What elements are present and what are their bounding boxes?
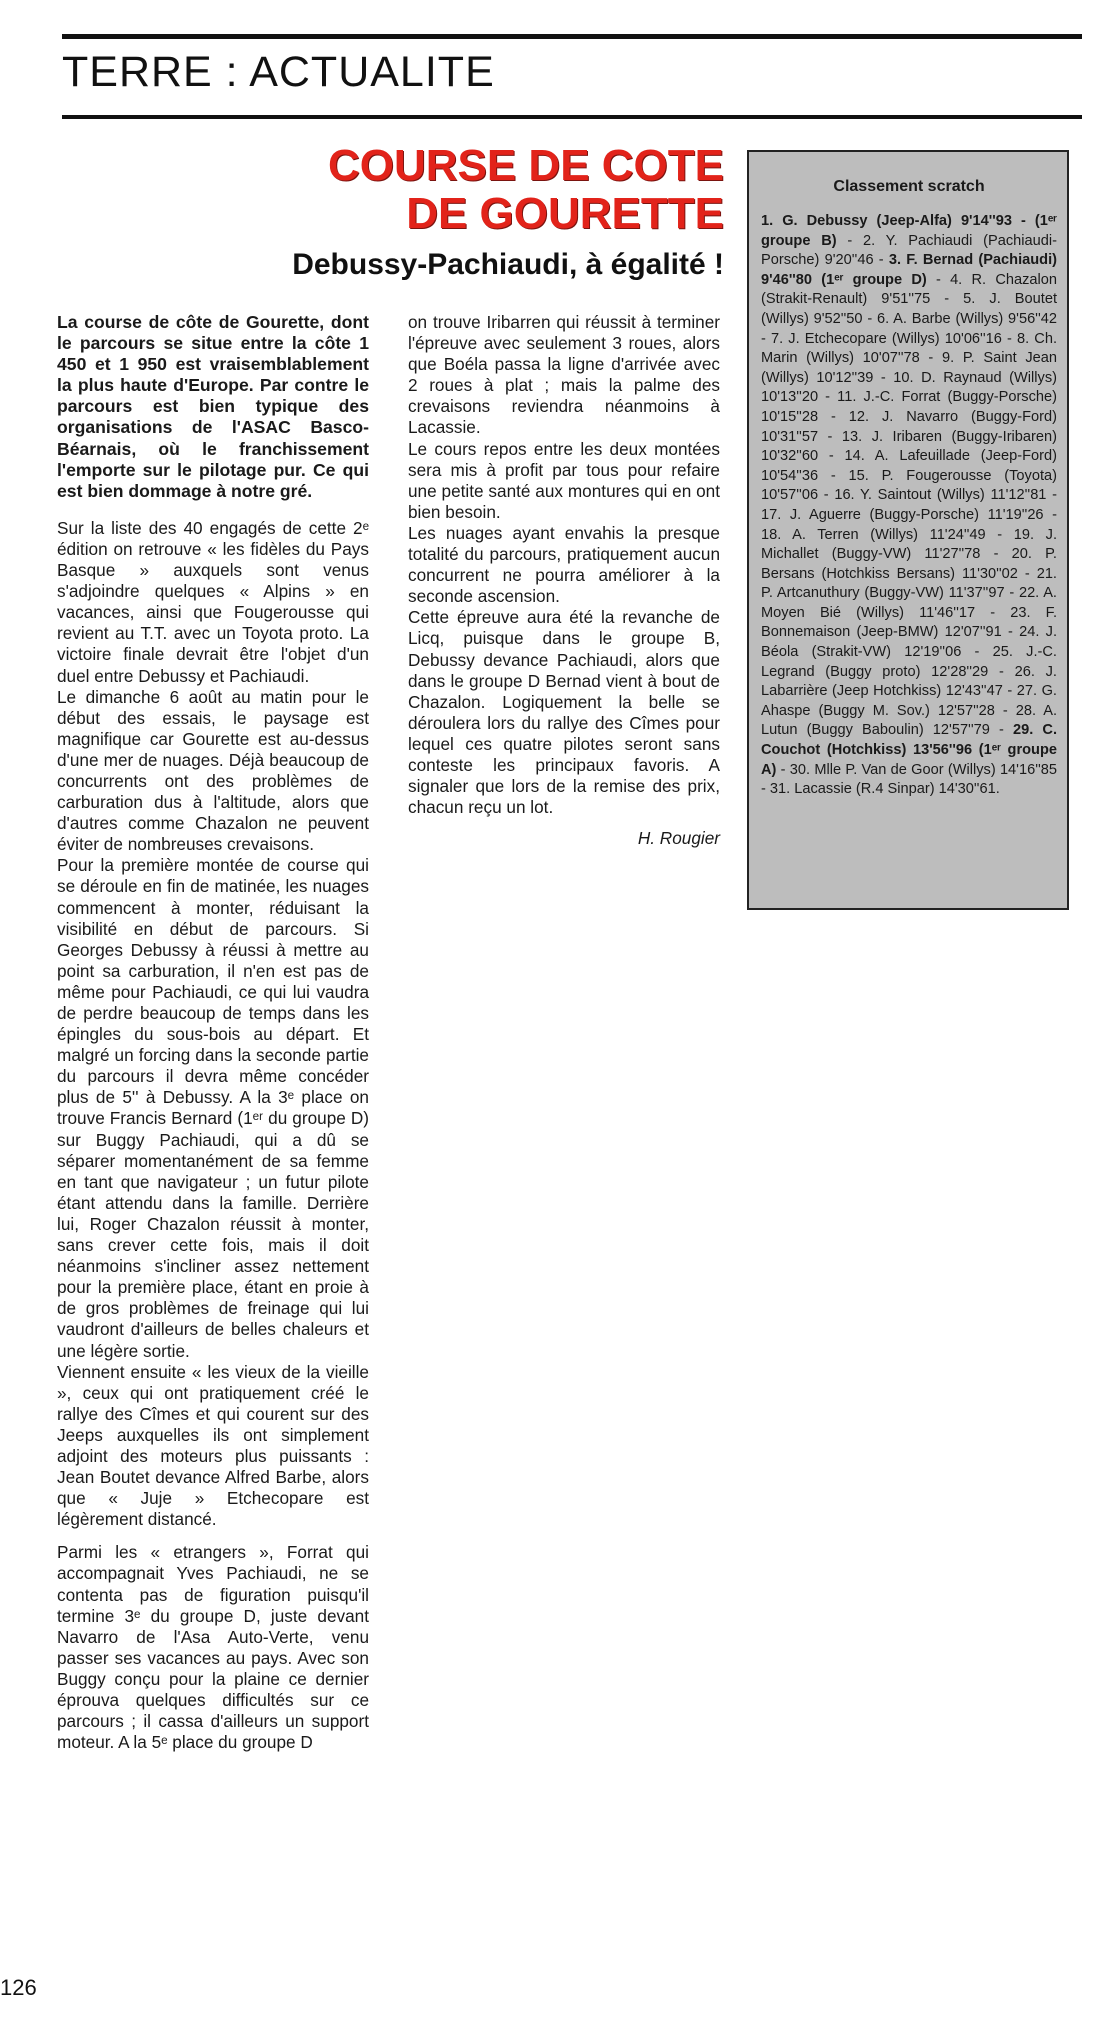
result-segment-bold: 3. F. Bernad (Pachiaudi) 9'46''80 (1ᵉʳ groupe D) bbox=[761, 252, 1057, 288]
result-segment: - 2. Y. Pachiaudi (Pachiaudi-Porsche) 9'20''46 - bbox=[761, 232, 1057, 269]
article-paragraph: Cette épreuve aura été la revanche de Licq, puisque dans le groupe B, Debussy devance Pachiaudi, alors que dans le groupe D Bernad vient à bout de Chazalon. Logiquement la belle se déroulera lors du rallye des Cîmes pour lequel ces quatre pilotes seront sans conteste les principaux favoris. A signaler que lors de la remise des prix, chacun reçu un lot. bbox=[408, 607, 720, 818]
header-rule-bottom bbox=[62, 115, 1082, 119]
result-segment-bold: 29. C. Couchot (Hotchkiss) 13'56''96 (1ᵉʳ groupe A) bbox=[761, 722, 1058, 778]
results-list bbox=[761, 212, 1057, 800]
article-author: H. Rougier bbox=[637, 828, 720, 849]
article-paragraph: on trouve Iribarren qui réussit à terminer l'épreuve avec seulement 3 roues, alors que Boéla passa la ligne d'arrivée avec 2 roues à plat ; mais la palme des crevaisons reviendra néanmoins à Lacassie. bbox=[408, 312, 720, 438]
article-paragraph: Sur la liste des 40 engagés de cette 2ᵉ édition on retrouve « les fidèles du Pays Basque » auxquels sont venus s'adjoindre quelques « Alpins » en vacances, ainsi que Fougerousse qui revient au T.T. avec un Toyota proto. La victoire finale devrait être l'objet d'un duel entre Debussy et Pachiaudi. bbox=[57, 517, 369, 686]
page-number: 126 bbox=[0, 1975, 37, 2000]
header-rule-top bbox=[62, 34, 1082, 39]
article-paragraph: Parmi les « etrangers », Forrat qui accompagnait Yves Pachiaudi, ne se contenta pas de figuration puisqu'il termine 3ᵉ du groupe D, juste devant Navarro de l'Asa Auto-Verte, venu passer ses vacances au pays. Avec son Buggy conçu pour la plaine ce dernier éprouva quelques difficultés sur ce parcours ; il cassa d'ailleurs un support moteur. A la 5ᵉ place du groupe D bbox=[57, 1542, 369, 1753]
article-paragraph: Pour la première montée de course qui se déroule en fin de matinée, les nuages commencent à monter, réduisant la visibilité en début de parcours. Si Georges Debussy à réussi à mettre au point sa carburation, il n'en est pas de même pour Pachiaudi, ce qui lui vaudra de perdre beaucoup de temps dans les épingles du sous-bois au départ. Et malgré un forcing dans la seconde partie du parcours il devra même concéder plus de 5'' à Debussy. A la 3ᵉ place on trouve Francis Bernard (1ᵉʳ du groupe D) sur Buggy Pachiaudi, qui a dû se séparer momentanément de sa femme en tant que navigateur ; un futur pilote étant attendu dans la famille. Derrière lui, Roger Chazalon réussit à monter, sans crever cette fois, mais il doit néanmoins s'incliner assez nettement pour la première place, étant en proie à de gros problèmes de freinage qui lui vaudront d'ailleurs de belles chaleurs et une légère sortie. bbox=[57, 855, 369, 1361]
article-column-2 bbox=[408, 312, 720, 849]
article-paragraph: Le dimanche 6 août au matin pour le début des essais, le paysage est magnifique car Gourette est au-dessus d'une mer de nuages. Déjà beaucoup de concurrents ont des problèmes de carburation dus à l'altitude, alors que d'autres comme Chazalon ne peuvent éviter de nombreuses crevaisons. bbox=[57, 686, 369, 855]
article-paragraph: Le cours repos entre les deux montées sera mis à profit par tous pour refaire une petite santé aux montures qui en ont bien besoin. bbox=[408, 438, 720, 522]
article-subheadline: Debussy-Pachiaudi, à égalité ! bbox=[292, 248, 724, 281]
article-column-1 bbox=[57, 312, 369, 1753]
article-headline bbox=[328, 142, 724, 238]
article-lead: La course de côte de Gourette, dont le parcours se situe entre la côte 1 450 et 1 950 est vraisemblablement la plus haute d'Europe. Par contre le parcours est bien typique des organisations de l'ASAC Basco-Béarnais, où le franchissement l'emporte sur le pilotage pur. Ce qui est bien dommage à notre gré. bbox=[57, 312, 369, 501]
results-title: Classement scratch bbox=[833, 178, 985, 195]
headline-line-2: DE GOURETTE bbox=[406, 189, 724, 238]
article-paragraph: Les nuages ayant envahis la presque totalité du parcours, pratiquement aucun concurrent ne pourra améliorer à la seconde ascension. bbox=[408, 522, 720, 607]
result-segment: - 30. Mlle P. Van de Goor (Willys) 14'16''85 - 31. Lacassie (R.4 Sinpar) 14'30''61. bbox=[761, 761, 1057, 798]
headline-line-1: COURSE DE COTE bbox=[327, 141, 724, 190]
result-segment-bold: 1. G. Debussy (Jeep-Alfa) 9'14''93 - (1ᵉʳ groupe B) bbox=[761, 213, 1057, 249]
section-title: TERRE : ACTUALITE bbox=[62, 48, 495, 96]
results-sidebar bbox=[747, 150, 1069, 910]
article-paragraph: Viennent ensuite « les vieux de la vieille », ceux qui ont pratiquement créé le rallye des Cîmes et qui courent sur des Jeeps auxquelles ils ont simplement adjoint des moteurs plus puissants : Jean Boutet devance Alfred Barbe, alors que « Juje » Etchecopare est légèrement distancé. bbox=[57, 1361, 369, 1530]
result-segment: - 4. R. Chazalon (Strakit-Renault) 9'51''75 - 5. J. Boutet (Willys) 9'52''50 - 6. A. Barbe (Willys) 9'56''42 - 7. J. Etchecopare (Willys) 10'06''16 - 8. Ch. Marin (Willys) 10'07''78 - 9. P. Saint Jean (Willys) 10'12''39 - 10. D. Raynaud (Willys) 10'13''20 - 11. J.-C. Forrat (Buggy-Porsche) 10'15''28 - 12. J. Navarro (Buggy-Ford) 10'31''57 - 13. J. Iribaren (Buggy-Iribaren) 10'32''60 - 14. A. Lafeuillade (Jeep-Ford) 10'54''36 - 15. P. Fougerousse (Toyota) 10'57''06 - 16. Y. Saintout (Willys) 11'12''81 - 17. J. Aguerre (Buggy-Porsche) 11'19''26 - 18. A. Terren (Willys) 11'24''49 - 19. J. Michallet (Buggy-VW) 11'27''78 - 20. P. Bersans (Hotchkiss Bersans) 11'30''02 - 21. P. Artcanuthury (Buggy-VW) 11'37''97 - 22. A. Moyen Bié (Willys) 11'46''17 - 23. F. Bonnemaison (Jeep-BMW) 12'07''91 - 24. J. Béola (Strakit-VW) 12'19''06 - 25. J.-C. Legrand (Buggy proto) 12'28''29 - 26. J. Labarrière (Jeep Hotchkiss) 12'43''47 - 27. G. Ahaspe (Buggy M. Sov.) 12'57''28 - 28. A. Lutun (Buggy Baboulin) 12'57''79 - bbox=[761, 271, 1057, 739]
